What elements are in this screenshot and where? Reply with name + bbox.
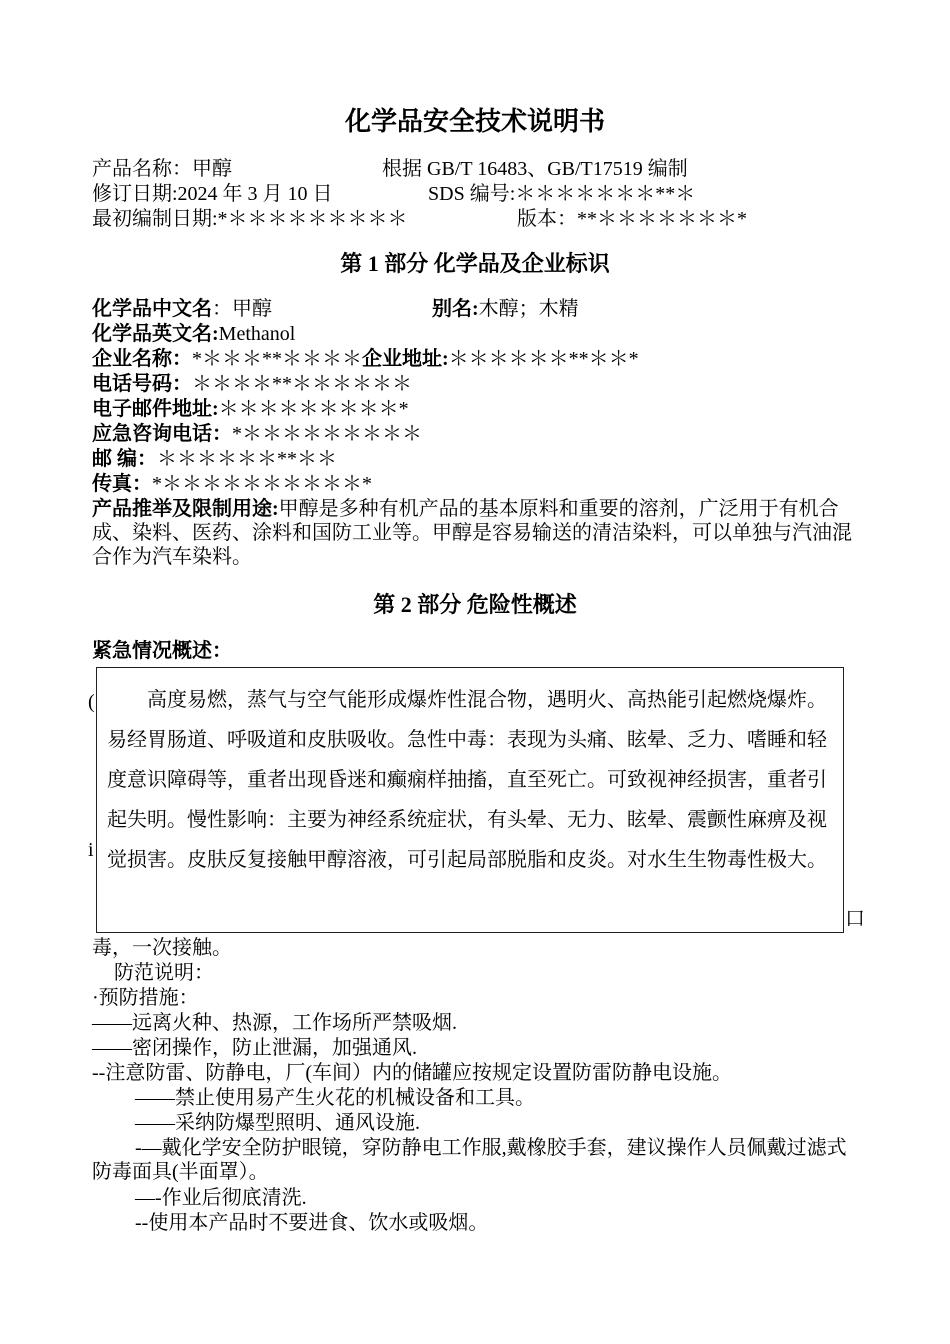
fax-label: 传真： <box>92 473 152 495</box>
standard-reference: 根据 GB/T 16483、GB/T17519 编制 <box>382 158 688 180</box>
emergency-phone-value: *＊＊＊＊＊＊＊＊＊ <box>232 423 422 445</box>
document-title: 化学品安全技术说明书 <box>344 107 605 136</box>
hidden-text-fragment: ( <box>88 691 95 713</box>
product-use-paragraph <box>92 497 862 569</box>
precaution-item: --使用本产品时不要进食、饮水或吸烟。 <box>135 1212 489 1234</box>
version: 版本：**＊＊＊＊＊＊＊* <box>517 208 747 230</box>
company-label: 企业名称： <box>92 348 192 370</box>
phone-value: ＊＊＊＊**＊＊＊＊＊＊ <box>192 373 412 395</box>
phone-label: 电话号码： <box>92 373 192 395</box>
en-name-row <box>92 322 295 346</box>
emergency-phone-row <box>92 422 422 446</box>
alias-value: 木醇；木精 <box>478 298 579 320</box>
fax-value: *＊＊＊＊＊＊＊＊＊＊* <box>152 473 372 495</box>
alias-row <box>432 297 579 321</box>
hidden-text-fragment: 口 <box>845 908 865 930</box>
precaution-item: ——禁止使用易产生火花的机械设备和工具。 <box>135 1087 535 1109</box>
cn-name-value: ：甲醇 <box>212 298 272 320</box>
product-use-text: 甲醇是多种有机产品的基本原料和重要的溶剂，广泛用于有机合成、染料、医药、涂料和国防工业等。甲醇是容易输送的清洁染料，可以单独与汽油混合作为汽车染料。 <box>92 498 852 568</box>
precaution-item: --注意防雷、防静电，厂(车间）内的储罐应按规定设置防雷防静电设施。 <box>92 1062 732 1084</box>
precaution-item: ——远离火种、热源，工作场所严禁吸烟. <box>92 1012 457 1034</box>
product-use-label: 产品推举及限制用途: <box>92 498 279 520</box>
precaution-label: 防范说明： <box>114 962 214 984</box>
sds-number: SDS 编号:＊＊＊＊＊＊＊**＊ <box>428 183 696 205</box>
postcode-label: 邮 编： <box>92 448 157 470</box>
precaution-item: —-作业后彻底清洗. <box>135 1187 307 1209</box>
product-name: 产品名称：甲醇 <box>92 158 232 180</box>
postcode-row <box>92 447 337 471</box>
fax-row <box>92 472 372 496</box>
emergency-phone-label: 应急咨询电话： <box>92 423 232 445</box>
toxic-line: 毒，一次接触。 <box>92 937 232 959</box>
section-1-title: 第 1 部分 化学品及企业标识 <box>340 251 610 276</box>
alias-label: 别名: <box>432 298 479 320</box>
emergency-overview-label: 紧急情况概述： <box>92 640 232 662</box>
section-2-title: 第 2 部分 危险性概述 <box>373 592 577 617</box>
hazard-overview-text: 高度易燃，蒸气与空气能形成爆炸性混合物，遇明火、高热能引起燃烧爆炸。易经胃肠道、呼吸道和皮肤吸收。急性中毒：表现为头痛、眩晕、乏力、嗜睡和轻度意识障碍等，重者出现昏迷和癫痫样抽搐，直至死亡。可致视神经损害，重者引起失明。慢性影响：主要为神经系统症状，有头晕、无力、眩晕、震颤性麻痹及视觉损害。皮肤反复接触甲醇溶液，可引起局部脱脂和皮炎。对水生生物毒性极大。 <box>107 689 827 871</box>
email-value: ＊＊＊＊＊＊＊＊＊* <box>218 398 409 420</box>
email-label: 电子邮件地址: <box>92 398 219 420</box>
phone-row <box>92 372 412 396</box>
postcode-value: ＊＊＊＊＊＊**＊＊ <box>157 448 337 470</box>
email-row <box>92 397 409 421</box>
cn-name-row <box>92 297 272 321</box>
precaution-item: ——采纳防爆型照明、通风设施. <box>135 1112 420 1134</box>
hidden-text-fragment: i <box>88 839 94 861</box>
revision-date: 修订日期:2024 年 3 月 10 日 <box>92 183 333 205</box>
prevention-label: ·预防措施： <box>92 987 199 1009</box>
hazard-overview-textbox <box>96 667 844 933</box>
company-value: *＊＊＊**＊＊＊＊ <box>192 348 362 370</box>
first-compile-date: 最初编制日期:*＊＊＊＊＊＊＊＊＊ <box>92 208 408 230</box>
cn-name-label: 化学品中文名 <box>92 298 212 320</box>
address-value: ＊＊＊＊＊＊**＊＊* <box>448 348 639 370</box>
address-label: 企业地址: <box>362 348 449 370</box>
precaution-item: -—戴化学安全防护眼镜，穿防静电工作服,戴橡胶手套，建议操作人员佩戴过滤式防毒面具(半面罩）。 <box>92 1137 847 1183</box>
en-name-label: 化学品英文名: <box>92 323 219 345</box>
company-row <box>92 347 639 371</box>
en-name-value: Methanol <box>218 323 296 345</box>
precaution-item: ——密闭操作，防止泄漏，加强通风. <box>92 1037 417 1059</box>
